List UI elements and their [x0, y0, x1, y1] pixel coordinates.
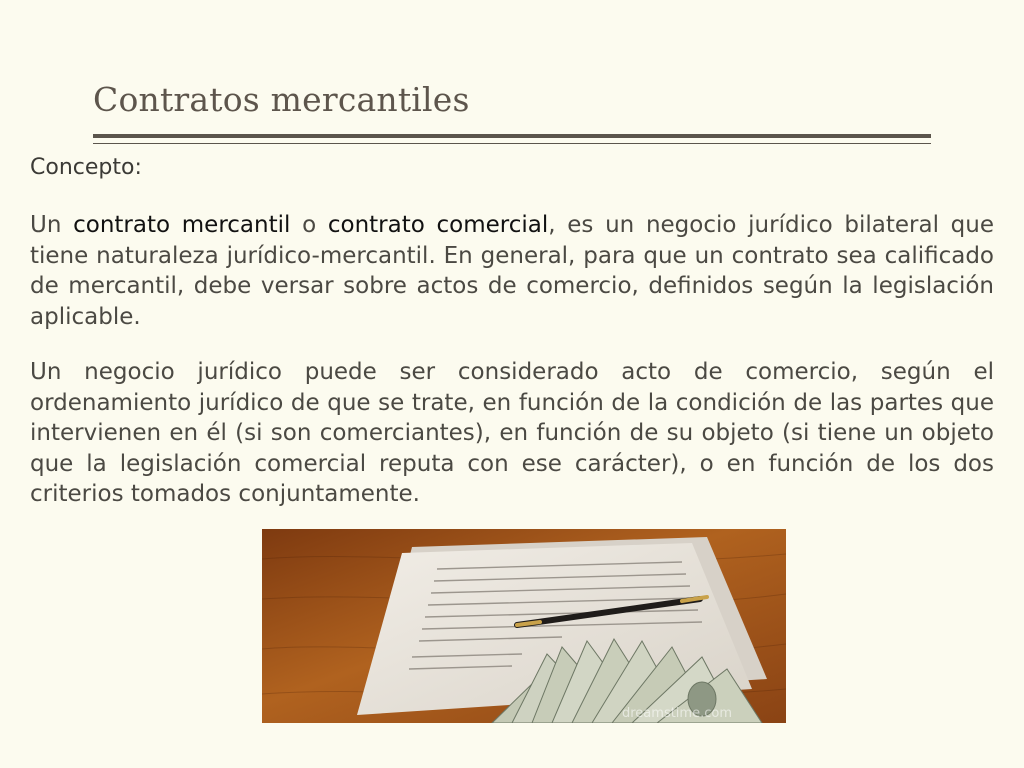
term-contrato-comercial: contrato comercial [327, 212, 549, 238]
paragraph-definition [30, 210, 994, 332]
section-heading: Concepto: [30, 155, 142, 180]
image-watermark: dreamstime.com [622, 706, 732, 721]
term-contrato-mercantil: contrato mercantil [73, 212, 291, 238]
title-underline-thin [93, 143, 931, 144]
para1-rest: , es un negocio jurídico bilateral que tiene naturaleza jurídico-mercantil. En general, para que un contrato sea calificado de mercantil, debe versar sobre actos de comercio, definidos según la legislación aplicable. [30, 212, 994, 330]
slide-body [30, 210, 994, 535]
para1-intro: Un [30, 212, 74, 238]
para1-connector: o [290, 212, 328, 238]
slide-title: Contratos mercantiles [93, 80, 470, 119]
title-underline-thick [93, 134, 931, 138]
contract-money-photo [262, 529, 786, 723]
paragraph-acto-comercio: Un negocio jurídico puede ser considerado acto de comercio, según el ordenamiento jurídico de que se trate, en función de la condición de las partes que intervienen en él (si son comerciantes), en función de su objeto (si tiene un objeto que la legislación comercial reputa con ese carácter), o en función de los dos criterios tomados conjuntamente. [30, 359, 994, 507]
